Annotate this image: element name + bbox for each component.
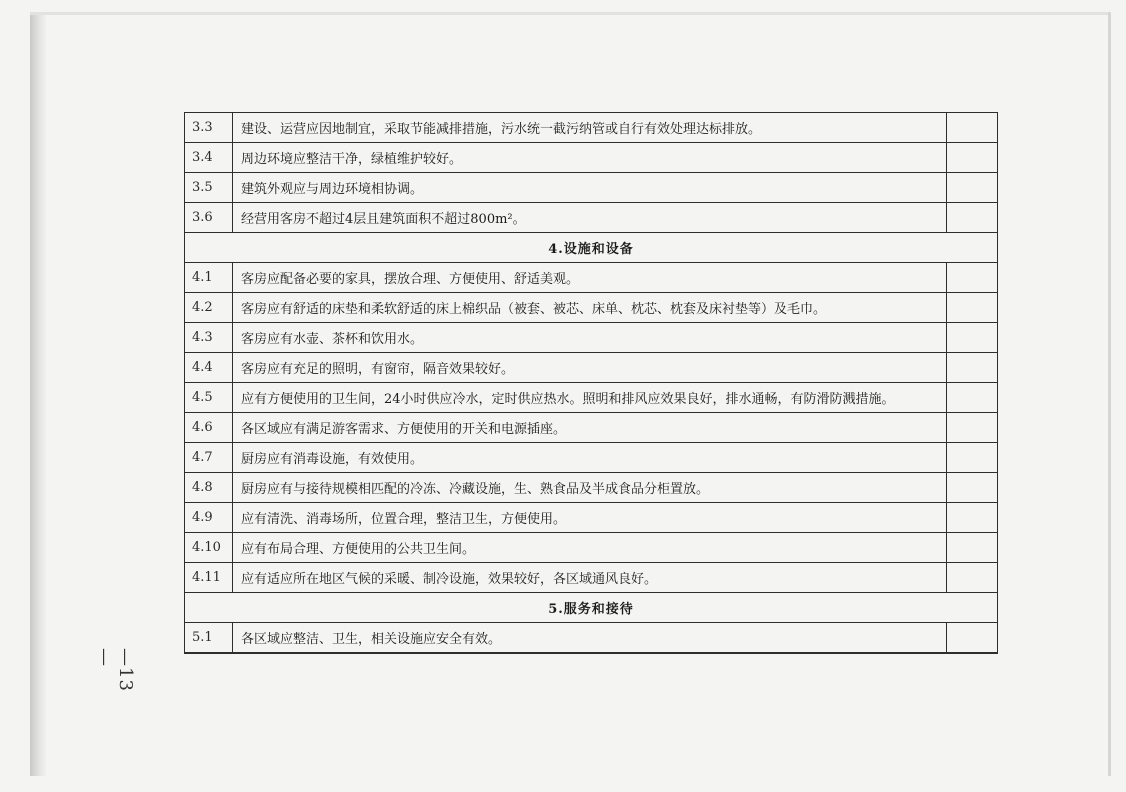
item-check-cell bbox=[947, 143, 998, 173]
table-row bbox=[185, 353, 998, 383]
item-requirement: 应有清洗、消毒场所，位置合理，整洁卫生，方便使用。 bbox=[233, 503, 947, 533]
scan-edge-right bbox=[1108, 12, 1111, 776]
section-header-row bbox=[185, 233, 998, 263]
scan-edge-top bbox=[30, 12, 1110, 15]
table-row bbox=[185, 473, 998, 503]
item-requirement: 客房应有充足的照明，有窗帘，隔音效果较好。 bbox=[233, 353, 947, 383]
item-check-cell bbox=[947, 533, 998, 563]
item-check-cell bbox=[947, 473, 998, 503]
section-header-row bbox=[185, 593, 998, 623]
item-code: 4.10 bbox=[185, 533, 233, 563]
table-row bbox=[185, 323, 998, 353]
item-check-cell bbox=[947, 293, 998, 323]
scan-shadow bbox=[30, 14, 46, 776]
standards-table bbox=[184, 112, 998, 654]
item-check-cell bbox=[947, 323, 998, 353]
item-code: 3.3 bbox=[185, 113, 233, 143]
table-row bbox=[185, 503, 998, 533]
item-requirement: 建设、运营应因地制宜，采取节能减排措施，污水统一截污纳管或自行有效处理达标排放。 bbox=[233, 113, 947, 143]
table-row bbox=[185, 413, 998, 443]
item-code: 4.5 bbox=[185, 383, 233, 413]
item-requirement: 经营用客房不超过4层且建筑面积不超过800m²。 bbox=[233, 203, 947, 233]
table-row bbox=[185, 113, 998, 143]
section-title: 4.设施和设备 bbox=[185, 233, 998, 263]
item-requirement: 客房应配备必要的家具，摆放合理、方便使用、舒适美观。 bbox=[233, 263, 947, 293]
item-code: 4.1 bbox=[185, 263, 233, 293]
item-check-cell bbox=[947, 563, 998, 593]
section-title: 5.服务和接待 bbox=[185, 593, 998, 623]
item-check-cell bbox=[947, 623, 998, 654]
item-requirement: 应有方便使用的卫生间，24小时供应冷水，定时供应热水。照明和排风应效果良好，排水通畅，有防滑防溅措施。 bbox=[233, 383, 947, 413]
table-row bbox=[185, 173, 998, 203]
item-requirement: 客房应有水壶、茶杯和饮用水。 bbox=[233, 323, 947, 353]
item-check-cell bbox=[947, 413, 998, 443]
item-requirement: 客房应有舒适的床垫和柔软舒适的床上棉织品（被套、被芯、床单、枕芯、枕套及床衬垫等）及毛巾。 bbox=[233, 293, 947, 323]
table-row bbox=[185, 443, 998, 473]
item-requirement: 各区域应有满足游客需求、方便使用的开关和电源插座。 bbox=[233, 413, 947, 443]
item-check-cell bbox=[947, 503, 998, 533]
item-code: 4.8 bbox=[185, 473, 233, 503]
item-check-cell bbox=[947, 383, 998, 413]
item-code: 4.11 bbox=[185, 563, 233, 593]
item-check-cell bbox=[947, 353, 998, 383]
item-requirement: 应有适应所在地区气候的采暖、制冷设施，效果较好，各区域通风良好。 bbox=[233, 563, 947, 593]
item-code: 4.7 bbox=[185, 443, 233, 473]
item-code: 4.6 bbox=[185, 413, 233, 443]
table-row bbox=[185, 263, 998, 293]
page-number: —13— bbox=[94, 648, 136, 692]
table-body bbox=[185, 113, 998, 654]
table-row bbox=[185, 533, 998, 563]
item-requirement: 各区域应整洁、卫生，相关设施应安全有效。 bbox=[233, 623, 947, 654]
table-row bbox=[185, 383, 998, 413]
item-check-cell bbox=[947, 203, 998, 233]
item-check-cell bbox=[947, 113, 998, 143]
item-requirement: 建筑外观应与周边环境相协调。 bbox=[233, 173, 947, 203]
table-row bbox=[185, 293, 998, 323]
item-check-cell bbox=[947, 173, 998, 203]
item-code: 3.4 bbox=[185, 143, 233, 173]
item-check-cell bbox=[947, 263, 998, 293]
item-check-cell bbox=[947, 443, 998, 473]
item-requirement: 厨房应有消毒设施，有效使用。 bbox=[233, 443, 947, 473]
item-code: 4.3 bbox=[185, 323, 233, 353]
item-code: 5.1 bbox=[185, 623, 233, 654]
table-row bbox=[185, 563, 998, 593]
item-code: 4.4 bbox=[185, 353, 233, 383]
item-code: 3.5 bbox=[185, 173, 233, 203]
table-row bbox=[185, 143, 998, 173]
item-requirement: 应有布局合理、方便使用的公共卫生间。 bbox=[233, 533, 947, 563]
item-requirement: 厨房应有与接待规模相匹配的冷冻、冷藏设施，生、熟食品及半成食品分柜置放。 bbox=[233, 473, 947, 503]
item-code: 3.6 bbox=[185, 203, 233, 233]
item-code: 4.2 bbox=[185, 293, 233, 323]
item-requirement: 周边环境应整洁干净，绿植维护较好。 bbox=[233, 143, 947, 173]
item-code: 4.9 bbox=[185, 503, 233, 533]
table-row bbox=[185, 623, 998, 654]
table-row bbox=[185, 203, 998, 233]
